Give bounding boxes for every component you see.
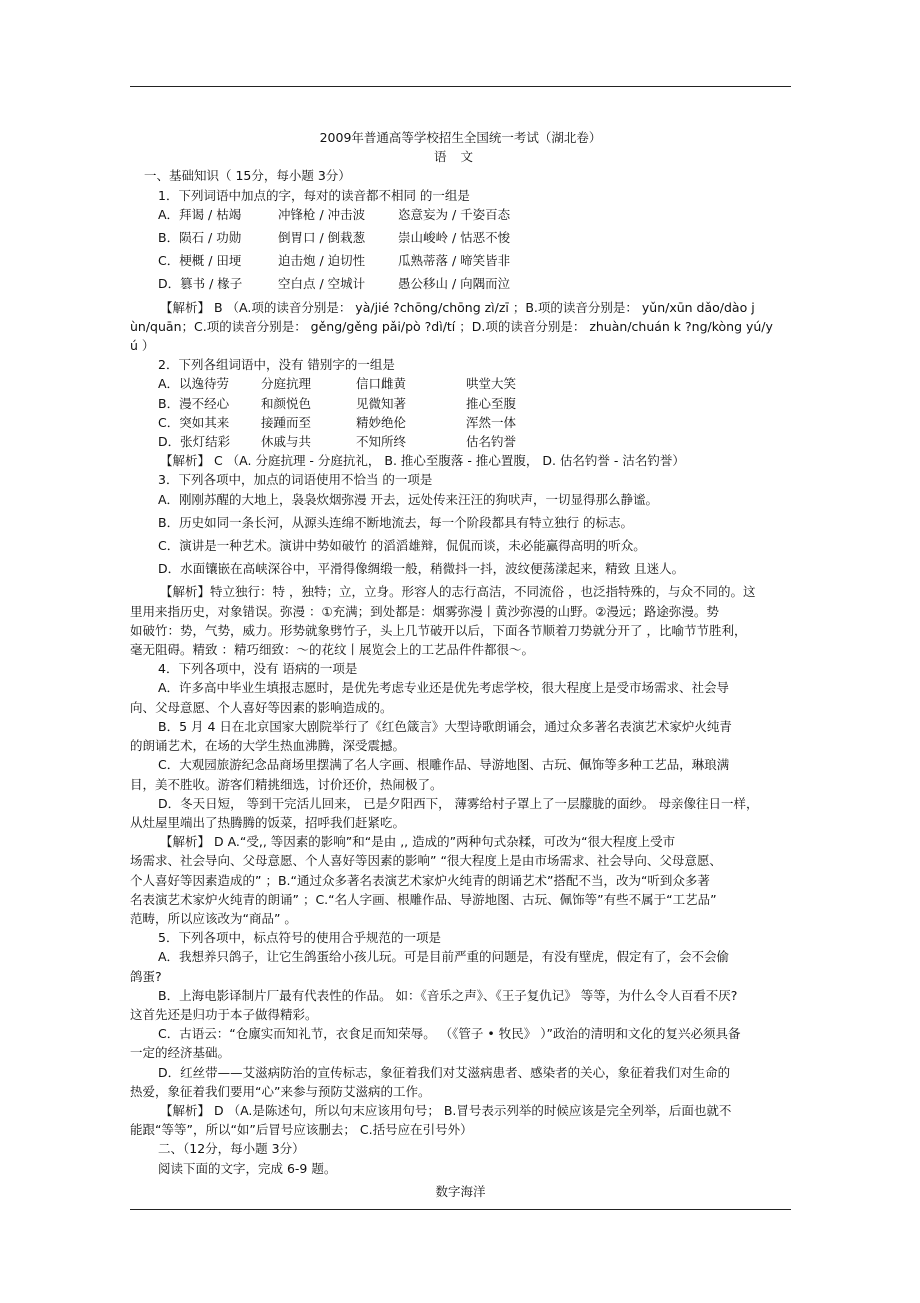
- option-line: C．大观园旅游纪念品商场里摆满了名人字画、根雕作品、导游地图、古玩、佩饰等多种工艺品，琳琅满: [158, 757, 730, 773]
- option-row: A．以逸待劳 分庭抗理 信口雌黄 哄堂大笑: [158, 376, 517, 392]
- analysis-line: 里用来指历史，对象错误。弥漫 ：①充满；到处都是：烟雾弥漫丨黄沙弥漫的山野。②漫远；路途弥漫。势: [130, 603, 719, 619]
- option-line: D．红丝带——艾滋病防治的宣传标志，象征着我们对艾滋病患者、感染者的关心，象征着我们对生命的: [158, 1064, 731, 1080]
- analysis-line: 范畴，所以应该改为“商品” 。: [130, 910, 297, 926]
- analysis-line: 【解析】特立独行：特 ，独特；立，立身。形容人的志行高洁，不同流俗 ，也泛指特殊的，与众不同的。这: [160, 584, 756, 600]
- reading-title: 数字海洋: [435, 1183, 486, 1199]
- analysis-line: 毫无阻碍。精致 ：精巧细致：～的花纹丨展览会上的工艺品件件都很～。: [130, 642, 534, 658]
- analysis-line: 场需求、社会导向、父母意愿、个人喜好等因素的影响” “很大程度上是由市场需求、社会导向、父母意愿、: [130, 853, 722, 869]
- option-line: D．冬天日短， 等到干完活儿回来， 已是夕阳西下， 薄雾给村子罩上了一层朦胧的面纱。 母亲像往日一样，: [158, 795, 759, 811]
- option-row: B．漫不经心 和颜悦色 见微知著 推心至腹: [158, 395, 517, 411]
- question-4-stem: 4．下列各项中，没有 语病的一项是: [158, 661, 358, 677]
- analysis-line: 名表演艺术家炉火纯青的朗诵” ；C.“名人字画、根雕作品、导游地图、古玩、佩饰等”有些不属于“工艺品”: [130, 891, 717, 907]
- option-line: C．演讲是一种艺术。演讲中势如破竹 的滔滔雄辩，侃侃而谈，未必能赢得高明的听众。: [158, 538, 646, 554]
- analysis-line: 如破竹：势，气势，威力。形势就象劈竹子，头上几节破开以后，下面各节顺着刀势就分开了 ，比喻节节胜利，: [130, 622, 747, 638]
- option-line: 的朗诵艺术，在场的大学生热血沸腾，深受震撼。: [130, 738, 406, 754]
- option-line: 这首先还是归功于本子做得精彩。: [130, 1006, 318, 1022]
- question-2-options: [130, 374, 791, 451]
- analysis-line: 【解析】 D （A.是陈述句，所以句末应该用句号； B.冒号表示列举的时候应该是完全列举，后面也就不: [160, 1102, 732, 1118]
- exam-page: [130, 128, 791, 1201]
- option-line: D．水面镶嵌在高峡深谷中，平滑得像绸缎一般，稍微抖一抖，波纹便荡漾起来，精致 且迷人。: [158, 561, 685, 577]
- option-line: C．古语云：“仓廪实而知礼节，衣食足而知荣辱。 （《管子 • 牧民》 ）”政治的清明和文化的复兴必须具备: [158, 1026, 741, 1042]
- section-heading: 二、（12分，每小题 3分）: [158, 1141, 305, 1157]
- question-1-stem: 1．下列词语中加点的字，每对的读音都不相同 的一组是: [158, 187, 470, 203]
- option-line: 热爱，象征着我们要用“心”来参与预防艾滋病的工作。: [130, 1083, 431, 1099]
- section-heading: 一、基础知识（ 15分，每小题 3分）: [144, 168, 351, 184]
- option-row: C．突如其来 接踵而至 精妙绝伦 浑然一体: [158, 414, 517, 430]
- option-row: C．梗概 / 田埂 迫击炮 / 迫切性 瓜熟蒂落 / 啼笑皆非: [158, 253, 511, 269]
- option-line: 从灶屋里端出了热腾腾的饭菜，招呼我们赶紧吃。: [130, 814, 406, 830]
- analysis-line: 【解析】 D A.“受,, 等因素的影响”和“是由 ,, 造成的”两种句式杂糅，可改为“很大程度上受市: [160, 834, 676, 850]
- option-line: B．历史如同一条长河，从源头连绵不断地流去，每一个阶段都具有特立独行 的标志。: [158, 514, 634, 530]
- bottom-rule: [130, 1209, 791, 1210]
- analysis-line: ú ）: [130, 338, 155, 354]
- option-line: A．许多高中毕业生填报志愿时，是优先考虑专业还是优先考虑学校，很大程度上是受市场需求、社会导: [158, 680, 730, 696]
- analysis-line: ùn/quān；C.项的读音分别是： gěng/gěng pǎi/pò ?dì/tí ；D.项的读音分别是： zhuàn/chuán k ?ng/kòng yú/y: [130, 318, 773, 334]
- question-1-options: [130, 205, 791, 294]
- option-line: 鸽蛋?: [130, 968, 162, 984]
- option-line: 向、父母意愿、个人喜好等因素的影响造成的。: [130, 699, 393, 715]
- option-row: B．陨石 / 功勋 倒胃口 / 倒栽葱 崇山峻岭 / 怙恶不悛: [158, 230, 511, 246]
- analysis-line: 【解析】 B （A.项的读音分别是： yà/jié ?chōng/chōng zì/zī ；B.项的读音分别是： yǔn/xūn dǎo/dào j: [160, 299, 755, 315]
- question-5-stem: 5．下列各项中，标点符号的使用合乎规范的一项是: [158, 930, 441, 946]
- option-row: D．篡书 / 椽子 空白点 / 空城计 愚公移山 / 向隅而泣: [158, 276, 511, 292]
- option-row: A．拜谒 / 枯竭 冲锋枪 / 冲击波 恣意妄为 / 千姿百态: [158, 206, 511, 222]
- reading-instruction: 阅读下面的文字，完成 6-9 题。: [158, 1160, 337, 1176]
- option-line: B．上海电影译制片厂最有代表性的作品。 如：《音乐之声》、《王子复仇记》 等等，为什么令人百看不厌?: [158, 987, 738, 1003]
- analysis-line: 【解析】 C （A. 分庭抗理 - 分庭抗礼， B. 推心至腹落 - 推心置腹， D. 估名钓誉 - 沽名钓誉）: [160, 453, 685, 469]
- question-3-stem: 3．下列各项中，加点的词语使用不恰当 的一项是: [158, 472, 433, 488]
- option-line: A．刚刚苏醒的大地上，袅袅炊烟弥漫 开去，远处传来汪汪的狗吠声，一切显得那么静谧。: [158, 491, 659, 507]
- analysis-line: 能跟“等等”，所以“如”后冒号应该删去； C.括号应在引号外）: [130, 1122, 473, 1138]
- option-row: D．张灯结彩 休戚与共 不知所终 估名钓誉: [158, 434, 517, 450]
- analysis-line: 个人喜好等因素造成的” ；B.“通过众多著名表演艺术家炉火纯青的朗诵艺术”搭配不当，改为“听到众多著: [130, 872, 710, 888]
- subject-title: 语文: [433, 149, 487, 165]
- option-line: B．5 月 4 日在北京国家大剧院举行了《红色箴言》大型诗歌朗诵会，通过众多著名表演艺术家炉火纯青: [158, 718, 732, 734]
- exam-title: 2009年普通高等学校招生全国统一考试（湖北卷）: [319, 130, 602, 145]
- option-line: 一定的经济基础。: [130, 1045, 231, 1061]
- question-2-stem: 2．下列各组词语中，没有 错别字的一组是: [158, 357, 395, 373]
- option-line: A．我想养只鸽子，让它生鸽蛋给小孩儿玩。可是目前严重的问题是，有没有壁虎，假定有了，会不会偷: [158, 949, 730, 965]
- top-rule: [130, 86, 791, 87]
- option-line: 目，美不胜收。游客们精挑细选，讨价还价，热闹极了。: [130, 776, 443, 792]
